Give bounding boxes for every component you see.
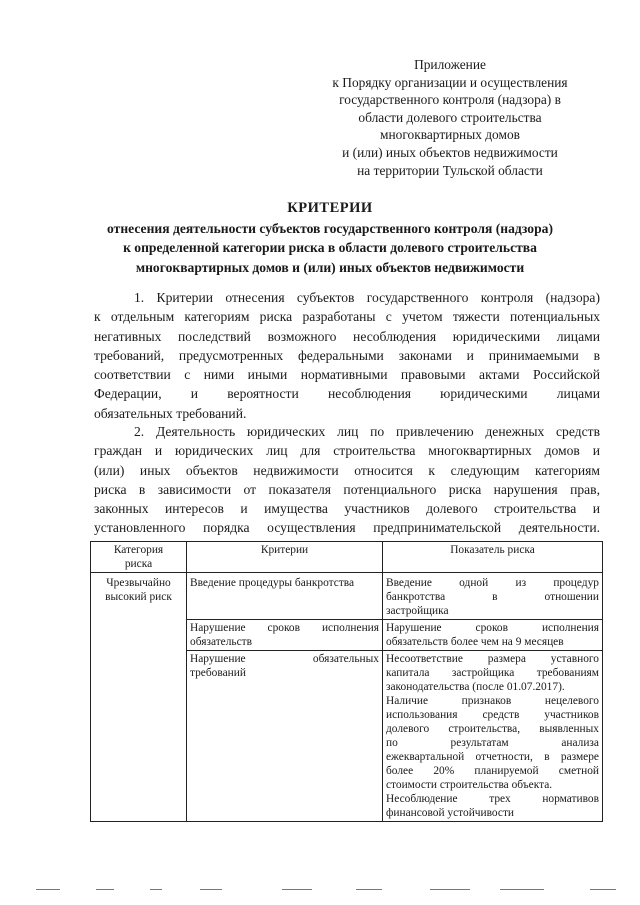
paragraph-line: риска в зависимости от показателя потенциального риска нарушения прав, xyxy=(94,481,600,497)
paragraph-line: Федерации, и вероятности несоблюдения юридическими лицами xyxy=(94,386,600,402)
paragraph-line: 2. Деятельность юридических лиц по привлечению денежных средств xyxy=(134,424,600,439)
paragraph-2 xyxy=(94,422,600,538)
appendix-line: области долевого строительства xyxy=(358,109,542,125)
appendix-line: на территории Тульской области xyxy=(357,162,543,178)
indicator-line: банкротства в отношении xyxy=(386,591,599,603)
scan-artifact-line xyxy=(356,889,382,890)
indicator-line: обязательств более чем на 9 месяцев xyxy=(386,636,564,648)
paragraph-line: (или) иных объектов недвижимости относится к следующим категориям xyxy=(94,462,600,478)
document-title xyxy=(60,199,600,277)
title-line: отнесения деятельности субъектов государственного контроля (надзора) xyxy=(107,220,553,236)
indicator-line: ежеквартальной отчетности, в размере xyxy=(386,751,599,763)
table-row xyxy=(91,573,603,620)
paragraph-line: обязательных требований. xyxy=(94,405,247,421)
appendix-header xyxy=(300,56,600,179)
paragraph-line: негативных последствий возможного несоблюдения юридическими лицами xyxy=(94,328,600,344)
indicator-line: застройщика xyxy=(386,605,449,617)
header-category-line: Категория xyxy=(113,544,164,556)
indicator-line: Несоблюдение трех нормативов xyxy=(386,793,599,805)
criterion-line: Нарушение обязательных xyxy=(190,653,379,665)
risk-criteria-table xyxy=(90,541,603,822)
appendix-line: Приложение xyxy=(414,57,486,72)
indicator-line: Наличие признаков нецелевого xyxy=(386,695,599,707)
indicator-cell xyxy=(383,651,603,822)
category-line: высокий риск xyxy=(105,591,172,603)
scan-artifact-line xyxy=(36,889,60,890)
category-cell xyxy=(91,573,187,822)
scan-artifact-line xyxy=(500,889,544,890)
paragraph-line: к отдельным категориям риска разработаны с учетом тяжести потенциальных xyxy=(94,309,600,325)
appendix-line: и (или) иных объектов недвижимости xyxy=(342,144,558,160)
header-category xyxy=(91,542,187,573)
scan-artifact-line xyxy=(590,889,616,890)
paragraph-line: установленного порядка осуществления предпринимательской деятельности. xyxy=(94,520,600,536)
paragraph-line: граждан и юридических лиц для строительства многоквартирных домов и xyxy=(94,443,600,459)
category-line: Чрезвычайно xyxy=(106,577,171,589)
criterion-cell xyxy=(187,651,383,822)
indicator-line: по результатам анализа xyxy=(386,737,599,749)
paragraph-line: требований, предусмотренных федеральными законами и принимаемыми в xyxy=(94,347,600,363)
appendix-line: к Порядку организации и осуществления xyxy=(332,74,568,90)
title-line: к определенной категории риска в области долевого строительства xyxy=(123,240,537,255)
indicator-line: капитала застройщика требованиям xyxy=(386,667,599,679)
indicator-line: Нарушение сроков исполнения xyxy=(386,622,599,634)
scan-artifact-line xyxy=(150,889,162,890)
indicator-line: Введение одной из процедур xyxy=(386,577,599,589)
paragraph-1 xyxy=(94,288,600,423)
criterion-line: обязательств xyxy=(190,636,253,648)
criterion-line: Введение процедуры банкротства xyxy=(190,577,355,589)
paragraph-line: 1. Критерии отнесения субъектов государственного контроля (надзора) xyxy=(134,290,600,305)
criterion-line: требований xyxy=(190,667,246,679)
criterion-line: Нарушение сроков исполнения xyxy=(190,622,379,634)
title-heading: КРИТЕРИИ xyxy=(287,200,373,216)
header-category-line: риска xyxy=(124,558,153,570)
indicator-line: использования средств участников xyxy=(386,709,599,721)
indicator-line: стоимости строительства объекта. xyxy=(386,779,553,791)
indicator-cell xyxy=(383,620,603,651)
indicator-line: более 20% планируемой сметной xyxy=(386,765,599,777)
scan-artifact-line xyxy=(430,889,470,890)
table-header-row xyxy=(91,542,603,573)
title-line: многоквартирных домов и (или) иных объектов недвижимости xyxy=(135,259,525,275)
header-criteria: Критерии xyxy=(187,542,383,573)
indicator-line: Несоответствие размера уставного xyxy=(386,653,599,665)
criterion-cell xyxy=(187,573,383,620)
indicator-cell xyxy=(383,573,603,620)
appendix-line: многоквартирных домов xyxy=(380,127,520,143)
paragraph-line: соответствии с ними иными нормативными правовыми актами Российской xyxy=(94,367,600,383)
appendix-line: государственного контроля (надзора) в xyxy=(339,92,561,108)
criterion-cell xyxy=(187,620,383,651)
scan-artifact-line xyxy=(200,889,222,890)
scan-artifact-line xyxy=(96,889,114,890)
header-indicator: Показатель риска xyxy=(383,542,603,573)
indicator-line: долевого строительства, выявленных xyxy=(386,723,599,735)
paragraph-line: законных интересов и имущества участников долевого строительства и xyxy=(94,501,600,517)
indicator-line: законодательства (после 01.07.2017). xyxy=(386,681,565,693)
indicator-line: финансовой устойчивости xyxy=(386,807,515,819)
scan-artifact-line xyxy=(282,889,312,890)
